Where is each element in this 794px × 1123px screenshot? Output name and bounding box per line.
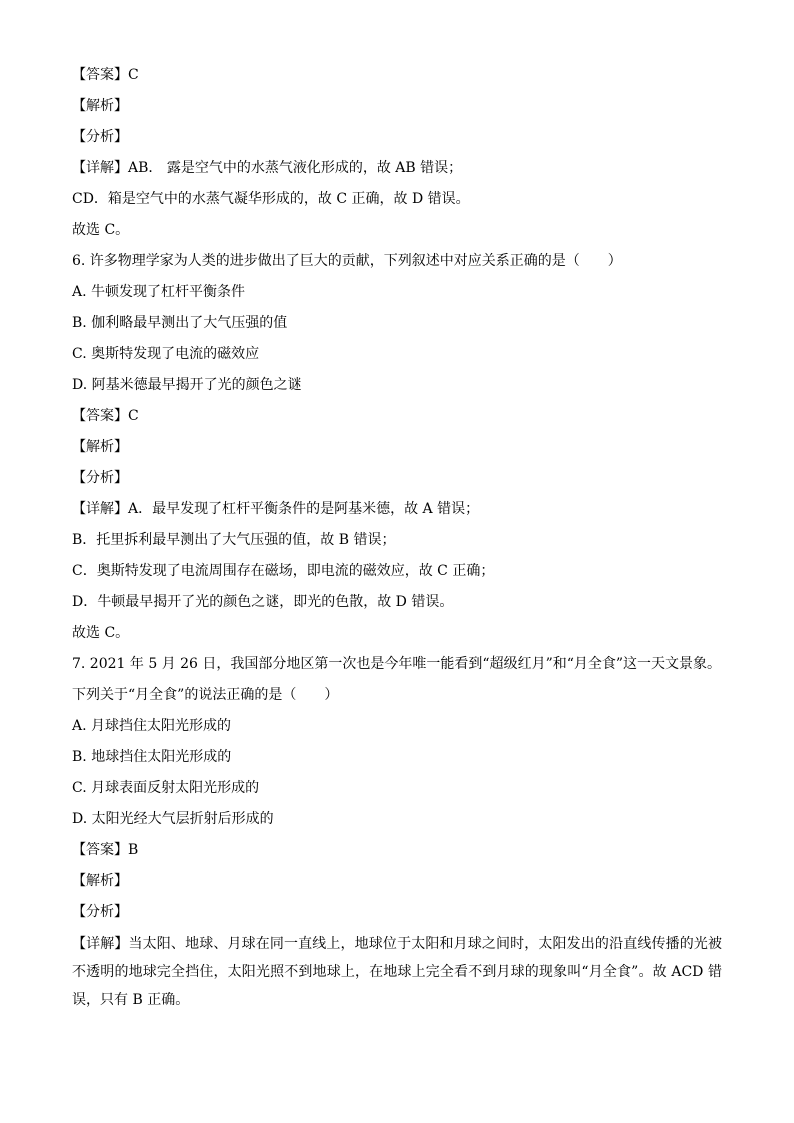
q7-detail: 【详解】当太阳、地球、月球在同一直线上，地球位于太阳和月球之间时，太阳发出的沿直线传播的光被不透明的地球完全挡住，太阳光照不到地球上，在地球上完全看不到月球的现象叫“月全食”。故 ACD 错误，只有 B 正确。 — [72, 936, 722, 1008]
document-page — [72, 62, 722, 1014]
q6-detail-d: D．牛顿最早揭开了光的颜色之谜，即光的色散，故 D 错误。 — [72, 594, 454, 610]
q6-choose: 故选 C。 — [72, 625, 130, 641]
q7-stem-1: 7. 2021 年 5 月 26 日，我国部分地区第一次也是今年唯一能看到“超级红月”和“月全食”这一天文景象。 — [72, 656, 722, 672]
q5-detail-2: CD．箱是空气中的水蒸气凝华形成的，故 C 正确，故 D 错误。 — [72, 191, 470, 207]
q7-option-d: D. 太阳光经大气层折射后形成的 — [72, 811, 274, 827]
q7-stem-2: 下列关于“月全食”的说法正确的是（ ） — [72, 687, 339, 703]
q5-detail-1: 【详解】AB． 露是空气中的水蒸气液化形成的，故 AB 错误； — [72, 160, 463, 176]
q6-option-c: C. 奥斯特发现了电流的磁效应 — [72, 346, 260, 362]
q6-fenxi-label: 【分析】 — [72, 470, 128, 486]
q5-fenxi-label: 【分析】 — [72, 129, 128, 145]
q7-option-b: B. 地球挡住太阳光形成的 — [72, 749, 232, 765]
q5-analysis-label: 【解析】 — [72, 98, 128, 114]
q7-option-a: A. 月球挡住太阳光形成的 — [72, 718, 232, 734]
q6-option-d: D. 阿基米德最早揭开了光的颜色之谜 — [72, 377, 302, 393]
q6-option-b: B. 伽利略最早测出了大气压强的值 — [72, 315, 288, 331]
q7-answer: 【答案】B — [72, 842, 139, 858]
q6-detail-a: 【详解】A．最早发现了杠杆平衡条件的是阿基米德，故 A 错误； — [72, 501, 480, 517]
q6-detail-b: B．托里拆利最早测出了大气压强的值，故 B 错误； — [72, 532, 396, 548]
q7-option-c: C. 月球表面反射太阳光形成的 — [72, 780, 260, 796]
q7-fenxi-label: 【分析】 — [72, 904, 128, 920]
q6-answer: 【答案】C — [72, 408, 139, 424]
q6-stem: 6. 许多物理学家为人类的进步做出了巨大的贡献，下列叙述中对应关系正确的是（ ） — [72, 253, 622, 269]
q6-analysis-label: 【解析】 — [72, 439, 128, 455]
q5-choose: 故选 C。 — [72, 222, 130, 238]
q6-option-a: A. 牛顿发现了杠杆平衡条件 — [72, 284, 246, 300]
q5-answer: 【答案】C — [72, 67, 139, 83]
q6-detail-c: C．奥斯特发现了电流周围存在磁场，即电流的磁效应，故 C 正确； — [72, 563, 495, 579]
q7-analysis-label: 【解析】 — [72, 873, 128, 889]
